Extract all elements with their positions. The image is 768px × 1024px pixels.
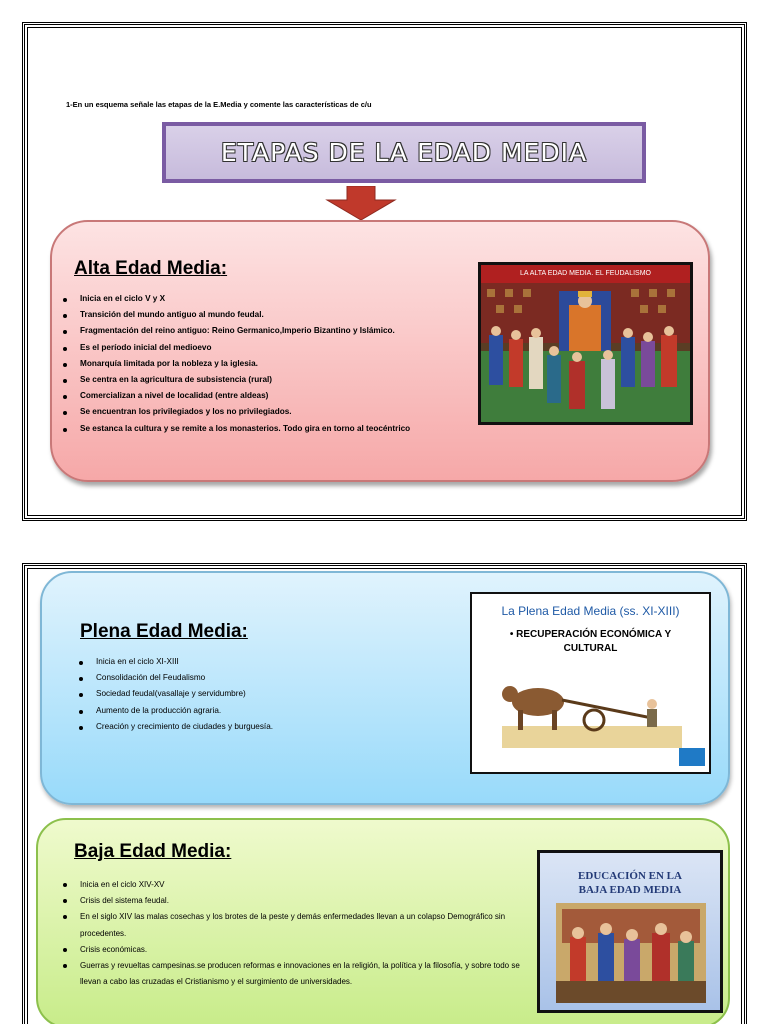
- plena-slide-image: [470, 592, 711, 774]
- baja-list: [63, 877, 533, 990]
- education-illustration: [537, 850, 723, 1013]
- list-item: Inicia en el ciclo XIV-XV: [63, 877, 533, 893]
- baja-heading: Baja Edad Media:: [74, 841, 232, 862]
- plena-list: [79, 657, 273, 738]
- publisher-logo: [679, 748, 705, 766]
- list-item: Es el período inicial del medioevo: [63, 343, 410, 359]
- plena-heading: Plena Edad Media:: [80, 621, 248, 642]
- alta-list: [63, 294, 410, 440]
- plough-illustration: [502, 664, 682, 754]
- list-item: Se centra en la agricultura de subsistencia (rural): [63, 375, 410, 391]
- illustration-caption: LA ALTA EDAD MEDIA. EL FEUDALISMO: [481, 265, 690, 283]
- alta-heading: Alta Edad Media:: [74, 258, 228, 279]
- list-item: En el siglo XIV las malas cosechas y los brotes de la peste y demás enfermedades llevan a un colapso Demográfico sin procedentes.: [63, 909, 533, 941]
- list-item: Crisis del sistema feudal.: [63, 893, 533, 909]
- list-item: Fragmentación del reino antiguo: Reino Germanico,Imperio Bizantino y Islámico.: [63, 326, 410, 342]
- arrow-down-icon: [325, 186, 397, 220]
- list-item: Aumento de la producción agraria.: [79, 706, 273, 722]
- list-item: Crisis económicas.: [63, 942, 533, 958]
- list-item: Consolidación del Feudalismo: [79, 673, 273, 689]
- slide-subtitle: • RECUPERACIÓN ECONÓMICA Y CULTURAL: [509, 629, 672, 654]
- list-item: Se encuentran los privilegiados y los no privilegiados.: [63, 407, 410, 423]
- list-item: Inicia en el ciclo V y X: [63, 294, 410, 310]
- illustration-title: EDUCACIÓN EN LA BAJA EDAD MEDIA: [578, 870, 682, 896]
- list-item: Creación y crecimiento de ciudades y burguesía.: [79, 722, 273, 738]
- slide-title: La Plena Edad Media (ss. XI-XIII): [501, 604, 680, 618]
- list-item: Inicia en el ciclo XI-XIII: [79, 657, 273, 673]
- list-item: Sociedad feudal(vasallaje y servidumbre): [79, 689, 273, 705]
- main-title-box: [162, 122, 646, 183]
- question-text: 1-En un esquema señale las etapas de la E.Media y comente las características de c/u: [66, 100, 372, 109]
- list-item: Comercializan a nivel de localidad (entre aldeas): [63, 391, 410, 407]
- list-item: Transición del mundo antiguo al mundo feudal.: [63, 310, 410, 326]
- list-item: Se estanca la cultura y se remite a los monasterios. Todo gira en torno al teocéntrico: [63, 424, 410, 440]
- feudal-court-painting: [481, 265, 690, 422]
- main-title: ETAPAS DE LA EDAD MEDIA: [220, 138, 588, 167]
- list-item: Monarquía limitada por la nobleza y la iglesia.: [63, 359, 410, 375]
- list-item: Guerras y revueltas campesinas.se producen reformas e innovaciones en la religión, la política y la filosofía, y sobre todo se llevan a cabo las cruzadas el Cristianismo y el surgimiento de universidades.: [63, 958, 533, 990]
- feudalism-illustration: [478, 262, 693, 425]
- classroom-painting: [556, 903, 706, 1003]
